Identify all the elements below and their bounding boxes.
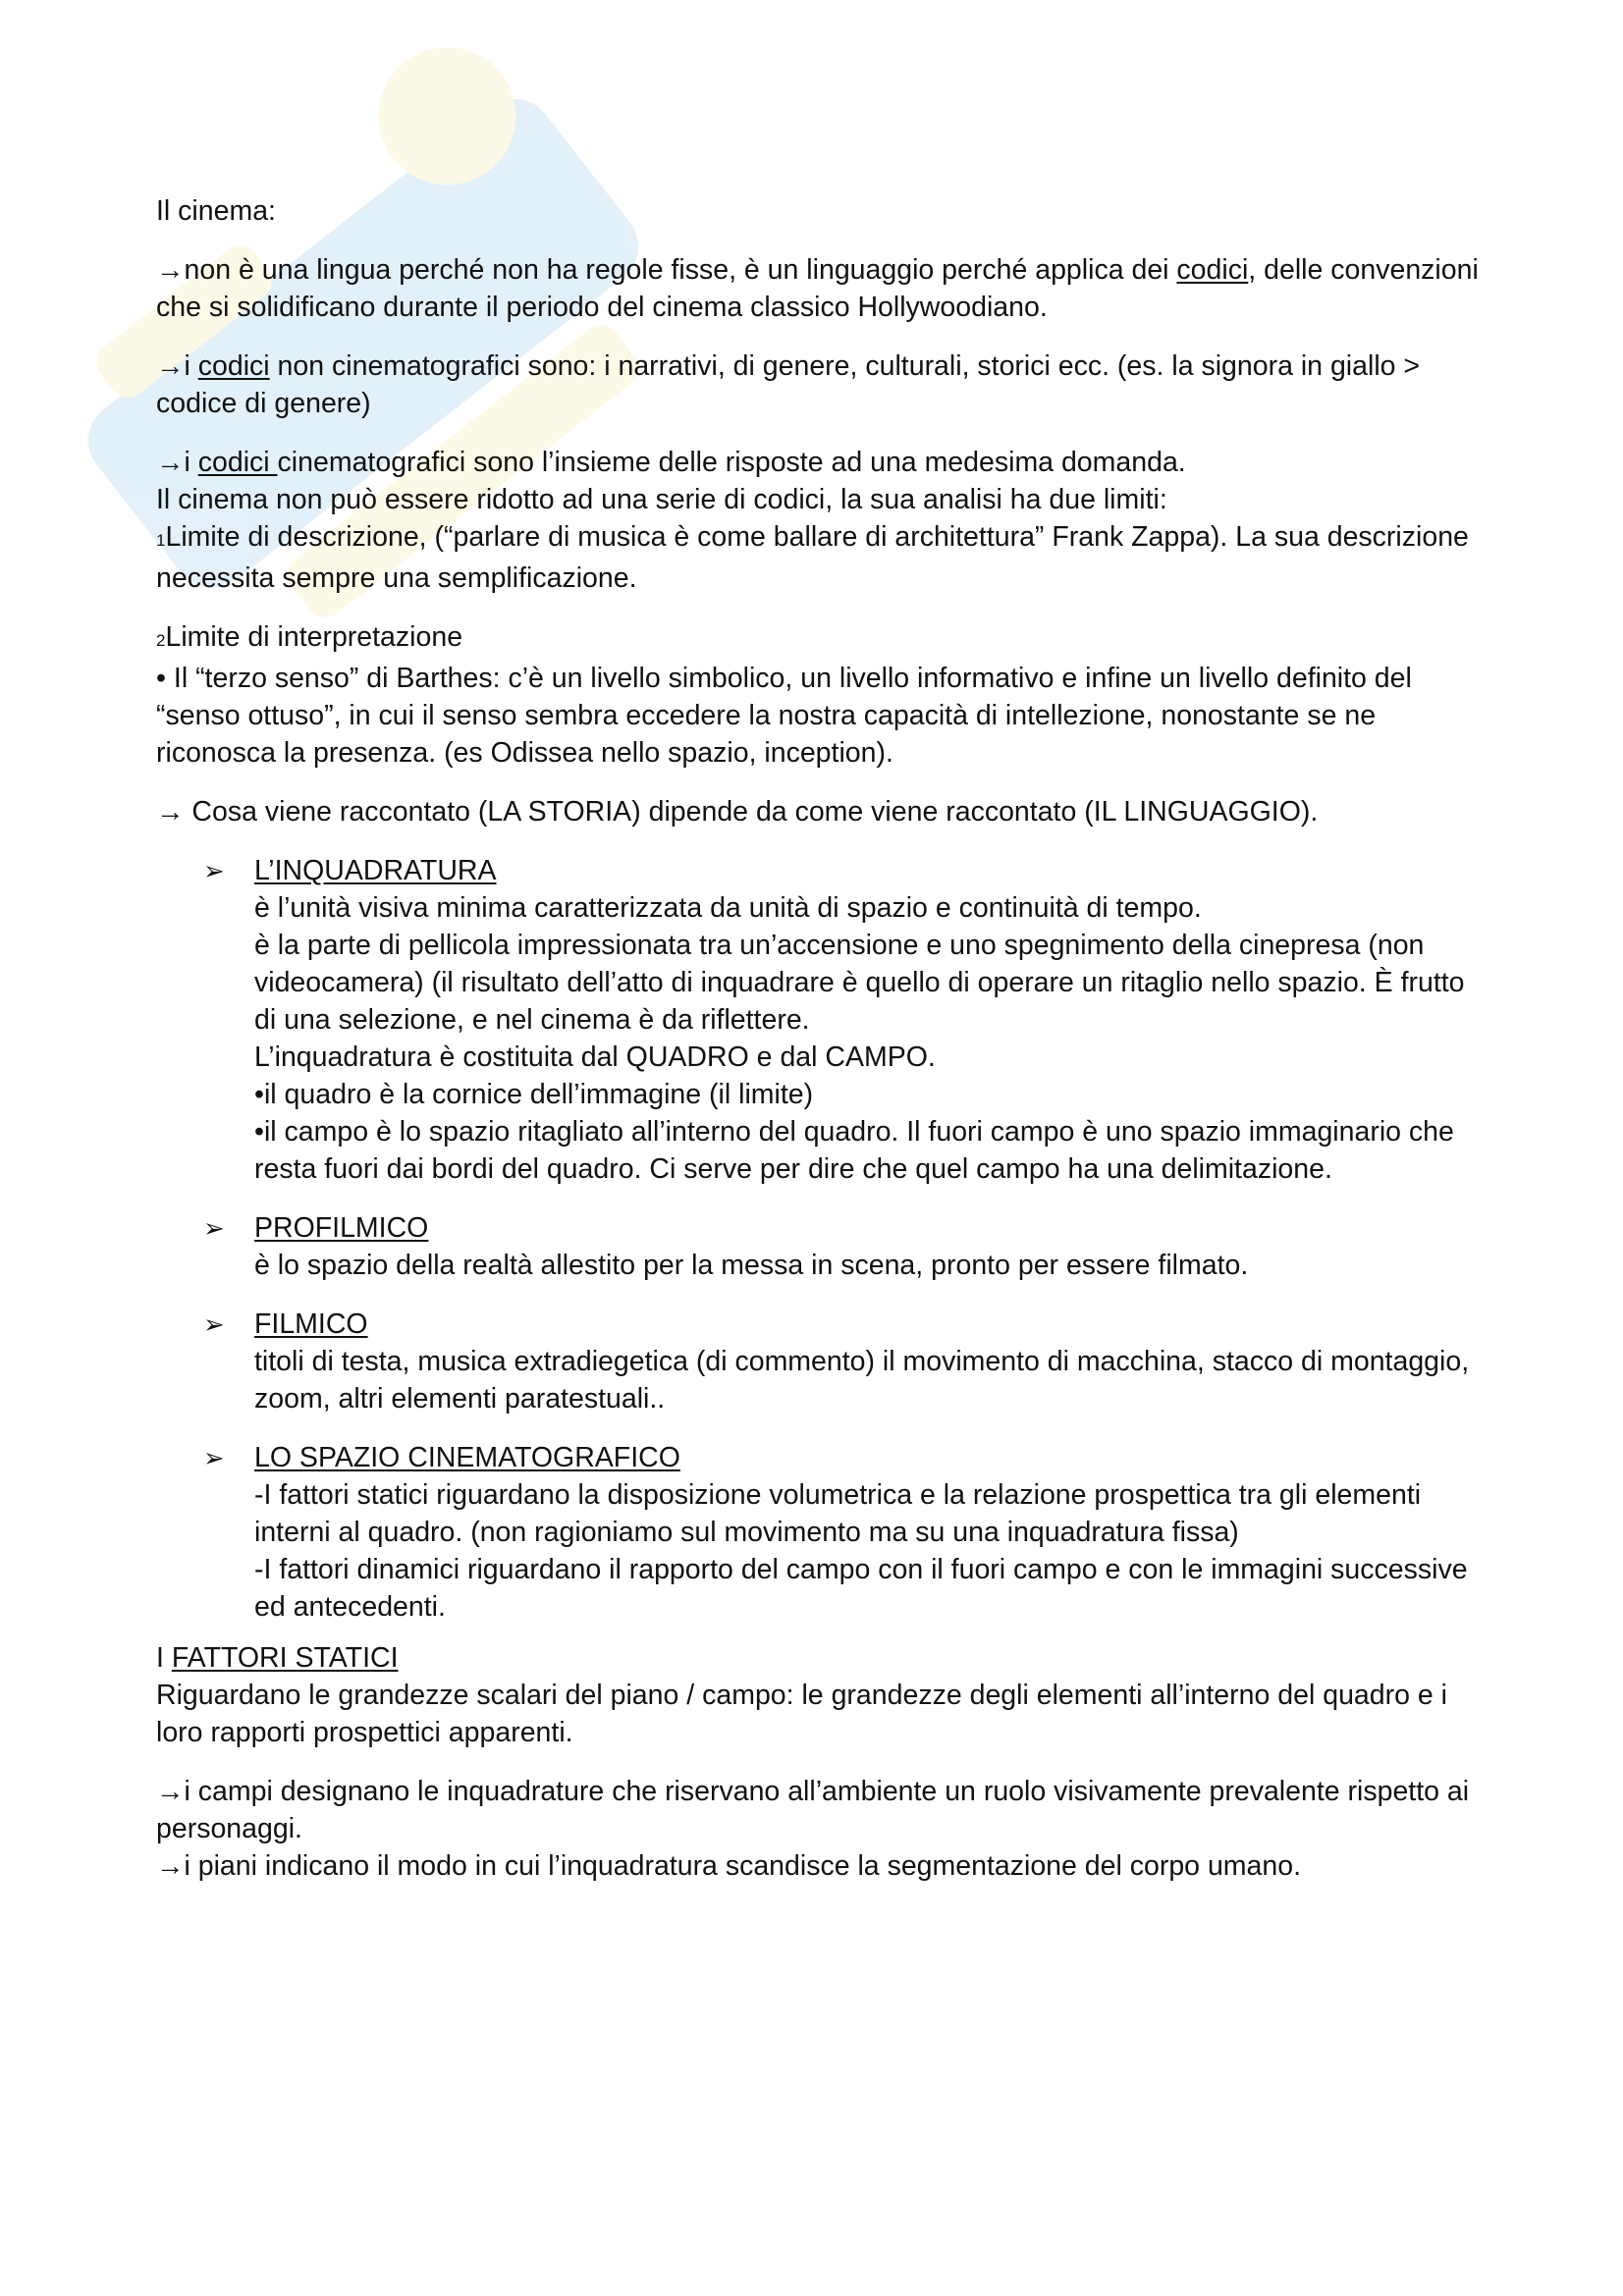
list-number: 1 xyxy=(156,531,166,550)
section-line: -I fattori statici riguardano la disposizione volumetrica e la relazione prospettica tra gli elementi interni al quadro. (non ragioniamo sul movimento ma su una inquadratura fissa) xyxy=(254,1479,1422,1548)
term-codici: codici xyxy=(197,447,278,478)
section-filmico xyxy=(156,1306,1482,1417)
list-number: 2 xyxy=(156,631,166,650)
paragraph-fattori-statici: I FATTORI STATICI Riguardano le grandezze scalari del piano / campo: le grandezze degli elementi all’interno del quadro e i loro rapporti prospettici apparenti. xyxy=(156,1642,1447,1748)
section-spazio-cinematografico xyxy=(156,1439,1482,1626)
section-line: è la parte di pellicola impressionata tra un’accensione e uno spegnimento della cinepresa (non videocamera) (il risultato dell’atto di inquadrare è quello di operare un ritaglio nello spazio. È frutto di una selezione, e nel cinema è da riflettere. xyxy=(254,930,1465,1036)
section-profilmico xyxy=(156,1209,1482,1284)
arrow-bullet-icon: ➢ xyxy=(203,856,225,885)
intro-heading: Il cinema: xyxy=(156,195,276,227)
section-title: FILMICO xyxy=(254,1308,368,1340)
section-inquadratura xyxy=(156,852,1482,1188)
arrow-bullet-icon: ➢ xyxy=(203,1443,225,1472)
term-codici: codici xyxy=(197,350,270,382)
section-line: è lo spazio della realtà allestito per la messa in scena, pronto per essere filmato. xyxy=(254,1250,1249,1281)
section-title: LO SPAZIO CINEMATOGRAFICO xyxy=(254,1442,680,1473)
section-line: •il campo è lo spazio ritagliato all’interno del quadro. Il fuori campo è uno spazio immaginario che resta fuori dai bordi del quadro. Ci serve per dire che quel campo ha una delimitazione. xyxy=(254,1116,1454,1185)
arrow-bullet-icon: ➢ xyxy=(203,1309,225,1339)
section-title: L’INQUADRATURA xyxy=(254,855,497,886)
section-line: titoli di testa, musica extradiegetica (di commento) il movimento di macchina, stacco di montaggio, zoom, altri elementi paratestuali.. xyxy=(254,1346,1470,1415)
paragraph-codici-non-cinematografici: →i codici non cinematografici sono: i narrativi, di genere, culturali, storici ecc. (es. la signora in giallo > codice di genere) xyxy=(156,350,1421,419)
term-codici: codici xyxy=(1176,254,1249,286)
section-title: PROFILMICO xyxy=(254,1212,429,1244)
paragraph-limite-interpretazione: 2Limite di interpretazione • Il “terzo senso” di Barthes: c’è un livello simbolico, un livello informativo e infine un livello definito del “senso ottuso”, in cui il senso sembra eccedere la nostra capacità di intellezione, nonostante se ne riconosca la presenza. (es Odissea nello spazio, inception). xyxy=(156,621,1412,769)
heading-fattori-statici: FATTORI STATICI xyxy=(171,1642,399,1674)
document-body xyxy=(156,192,1482,1906)
paragraph-lingua: →non è una lingua perché non ha regole fisse, è un linguaggio perché applica dei codici, delle convenzioni che si solidificano durante il periodo del cinema classico Hollywoodiano. xyxy=(156,254,1479,323)
paragraph-codici-cinematografici: →i codici cinematografici sono l’insieme delle risposte ad una medesima domanda. Il cinema non può essere ridotto ad una serie di codici, la sua analisi ha due limiti: 1Limite di descrizione, (“parlare di musica è come ballare di architettura” Frank Zappa). La sua descrizione necessita sempre una semplificazione. xyxy=(156,447,1469,594)
paragraph-campi-piani: →i campi designano le inquadrature che riservano all’ambiente un ruolo visivamente prevalente rispetto ai personaggi. →i piani indicano il modo in cui l’inquadratura scandisce la segmentazione del corpo umano. xyxy=(156,1776,1470,1882)
section-line: •il quadro è la cornice dell’immagine (il limite) xyxy=(254,1079,814,1110)
section-line: L’inquadratura è costituita dal QUADRO e dal CAMPO. xyxy=(254,1041,936,1073)
section-line: è l’unità visiva minima caratterizzata da unità di spazio e continuità di tempo. xyxy=(254,892,1202,924)
section-line: -I fattori dinamici riguardano il rapporto del campo con il fuori campo e con le immagini successive ed antecedenti. xyxy=(254,1554,1468,1623)
paragraph-storia-linguaggio: → Cosa viene raccontato (LA STORIA) dipende da come viene raccontato (IL LINGUAGGIO). xyxy=(156,796,1319,828)
arrow-bullet-icon: ➢ xyxy=(203,1213,225,1243)
